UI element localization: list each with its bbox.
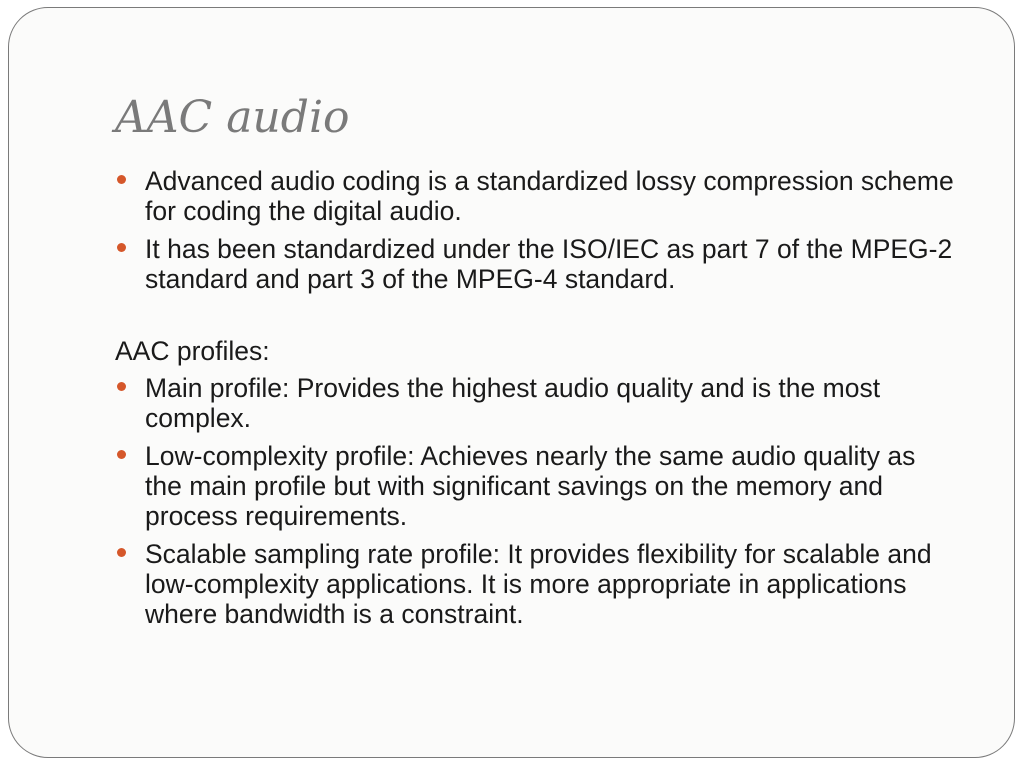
profile-bullet-list <box>115 373 955 629</box>
bullet-item <box>115 441 955 531</box>
bullet-text: Low-complexity profile: Achieves nearly the same audio quality as the main profile but with significant savings on the memory and process requirements. <box>145 441 916 531</box>
bullet-text: Scalable sampling rate profile: It provides flexibility for scalable and low-complexity applications. It is more appropriate in applications where bandwidth is a constraint. <box>145 539 932 629</box>
bullet-item <box>115 539 955 629</box>
bullet-item <box>115 373 955 433</box>
bullet-text: Advanced audio coding is a standardized lossy compression scheme for coding the digital audio. <box>145 166 954 226</box>
bullet-icon <box>117 243 126 252</box>
bullet-item <box>115 166 955 226</box>
slide-content <box>115 166 955 637</box>
bullet-icon <box>117 450 126 459</box>
bullet-icon <box>117 548 126 557</box>
profiles-heading: AAC profiles: <box>115 336 270 366</box>
slide-title: AAC audio <box>115 92 350 143</box>
intro-bullet-list <box>115 166 955 294</box>
bullet-text: It has been standardized under the ISO/IEC as part 7 of the MPEG-2 standard and part 3 of the MPEG-4 standard. <box>145 234 953 294</box>
spacer <box>115 302 955 336</box>
bullet-item <box>115 234 955 294</box>
bullet-icon <box>117 382 126 391</box>
bullet-icon <box>117 175 126 184</box>
bullet-text: Main profile: Provides the highest audio quality and is the most complex. <box>145 373 881 433</box>
